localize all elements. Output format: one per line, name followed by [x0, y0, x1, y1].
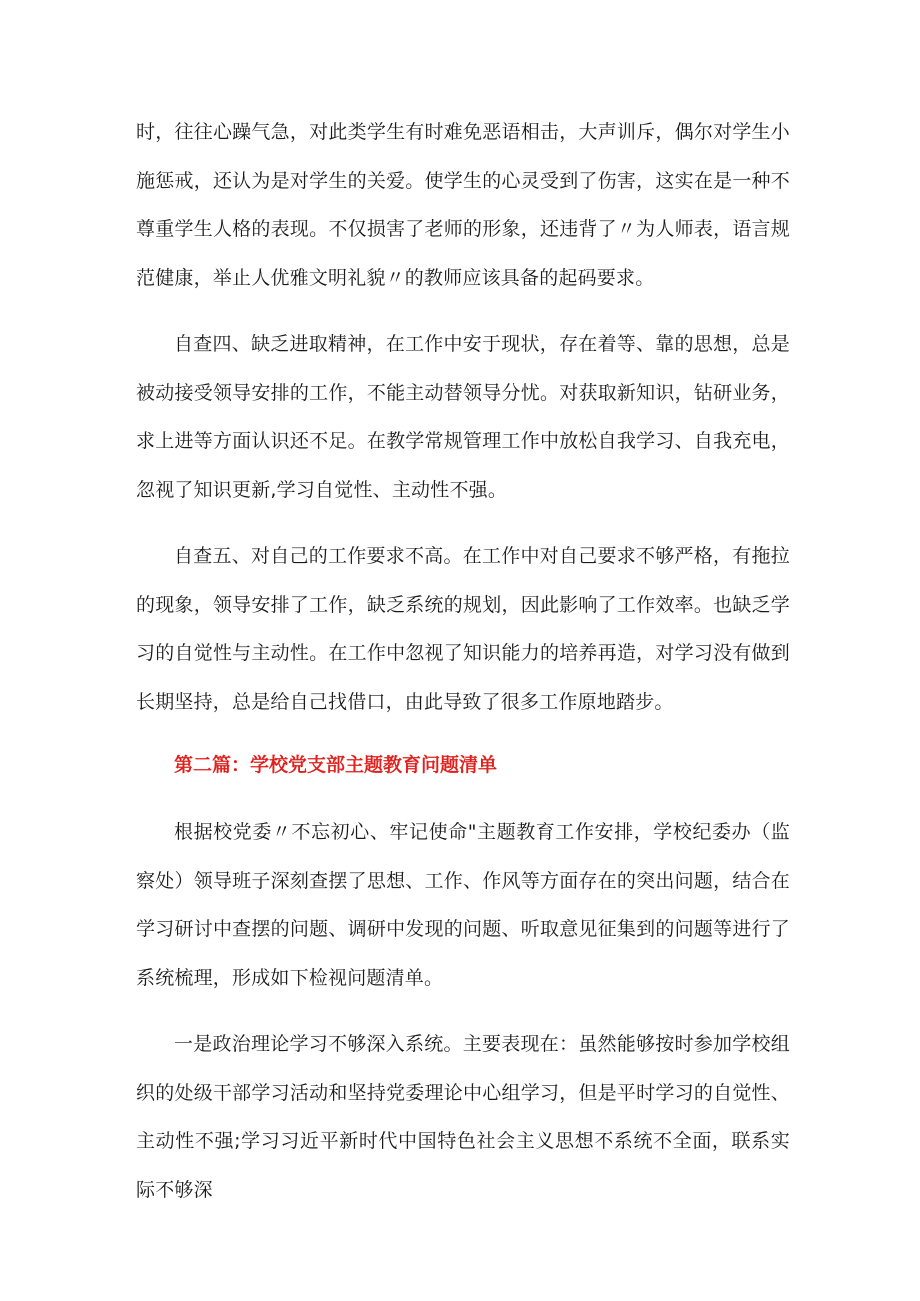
paragraph-intro: 根据校党委〃不忘初心、牢记使命"主题教育工作安排，学校纪委办（监察处）领导班子深刻查摆了思想、工作、作风等方面存在的突出问题，结合在学习研讨中查摆的问题、调研中发现的问题、听取意见征集到的问题等进行了系统梳理，形成如下检视问题清单。 — [136, 821, 790, 989]
paragraph-self-check-4: 自查四、缺乏进取精神，在工作中安于现状，存在着等、靠的思想，总是被动接受领导安排的工作，不能主动替领导分忧。对获取新知识，钻研业务，求上进等方面认识还不足。在教学常规管理工作中放松自我学习、自我充电，忽视了知识更新,学习自觉性、主动性不强。 — [136, 333, 790, 501]
paragraph-self-check-5: 自查五、对自己的工作要求不高。在工作中对自己要求不够严格，有拖拉的现象，领导安排了工作，缺乏系统的规划，因此影响了工作效率。也缺乏学习的自觉性与主动性。在工作中忽视了知识能力的培养再造，对学习没有做到长期坚持，总是给自己找借口，由此导致了很多工作原地踏步。 — [136, 545, 790, 713]
section-heading: 第二篇：学校党支部主题教育问题清单 — [174, 754, 498, 776]
paragraph-issue-1: 一是政治理论学习不够深入系统。主要表现在：虽然能够按时参加学校组织的处级干部学习活动和坚持党委理论中心组学习，但是平时学习的自觉性、主动性不强;学习习近平新时代中国特色社会主义思想不系统不全面，联系实际不够深 — [136, 1033, 790, 1201]
paragraph-continuation: 时，往往心躁气急，对此类学生有时难免恶语相击，大声训斥，偶尔对学生小施惩戒，还认为是对学生的关爱。使学生的心灵受到了伤害，这实在是一种不尊重学生人格的表现。不仅损害了老师的形象，还违背了〃为人师表，语言规范健康，举止人优雅文明礼貌〃的教师应该具备的起码要求。 — [136, 121, 790, 289]
